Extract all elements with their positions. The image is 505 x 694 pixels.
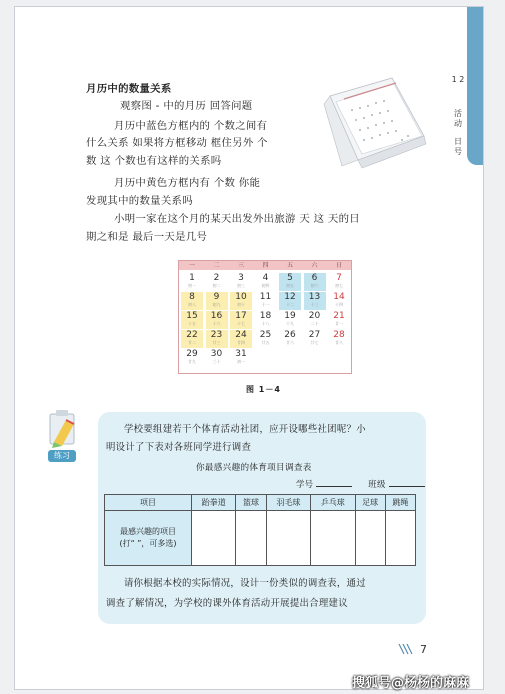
calendar-lunar-date: 二十 bbox=[310, 321, 319, 326]
calendar-day bbox=[181, 273, 203, 291]
weekday-label: 六 bbox=[311, 262, 318, 269]
weekday-label: 一 bbox=[188, 262, 195, 269]
calendar-day bbox=[206, 292, 228, 310]
calendar-day bbox=[181, 349, 203, 367]
survey-answer-cell[interactable] bbox=[355, 511, 385, 566]
calendar-day-number: 28 bbox=[333, 330, 345, 340]
calendar-lunar-date: 初五 bbox=[286, 283, 294, 288]
calendar-day bbox=[255, 273, 277, 291]
calendar-day bbox=[181, 311, 203, 329]
question-1-line-2: 什么关系 如果将方框移动 框住另外 个 bbox=[86, 137, 268, 149]
chapter-day-label: 日号 bbox=[454, 137, 462, 156]
survey-id-fields bbox=[296, 478, 425, 490]
calendar-lunar-date: 初十 bbox=[237, 302, 245, 307]
calendar-day bbox=[279, 292, 301, 310]
calendar-day-number: 24 bbox=[235, 330, 247, 340]
question-3-line-1: 小明一家在这个月的某天出发外出旅游 天 这 天的日 bbox=[114, 213, 360, 225]
practice-intro-line-1: 学校要组建若干个体育活动社团，应开设哪些社团呢？小 bbox=[124, 424, 366, 435]
calendar-day-number: 31 bbox=[235, 349, 247, 359]
survey-table bbox=[104, 494, 416, 566]
survey-answer-cell[interactable] bbox=[236, 511, 266, 566]
calendar-lunar-date: 十六 bbox=[212, 321, 221, 326]
calendar-day-number: 11 bbox=[259, 292, 272, 302]
calendar-day-number: 13 bbox=[308, 292, 321, 302]
calendar-lunar-date: 廿一 bbox=[335, 321, 343, 326]
calendar-lunar-date: 十七 bbox=[237, 321, 245, 326]
calendar-day bbox=[304, 330, 326, 348]
survey-header-cell: 跆拳道 bbox=[192, 495, 236, 511]
figure-caption: 图 1－4 bbox=[246, 385, 281, 394]
calendar-day bbox=[206, 273, 228, 291]
calendar-day bbox=[304, 273, 326, 291]
calendar-day bbox=[255, 292, 277, 310]
weekday-label: 三 bbox=[237, 262, 244, 269]
calendar-day-number: 26 bbox=[284, 330, 296, 340]
class-blank bbox=[389, 478, 425, 487]
calendar-day-number: 7 bbox=[336, 273, 342, 283]
question-2-line-1: 月历中黄色方框内有 个数 你能 bbox=[114, 177, 261, 189]
question-1-line-1: 月历中蓝色方框内的 个数之间有 bbox=[114, 120, 268, 132]
practice-pencil-icon bbox=[46, 406, 80, 456]
survey-answer-cell[interactable] bbox=[192, 511, 236, 566]
calendar-lunar-date: 初四 bbox=[261, 283, 270, 288]
calendar-day-number: 20 bbox=[308, 311, 321, 321]
calendar-lunar-date: 廿三 bbox=[212, 340, 221, 345]
calendar-lunar-date: 廿八 bbox=[335, 340, 343, 345]
calendar-day-number: 18 bbox=[259, 311, 272, 321]
calendar-lunar-date: 初七 bbox=[335, 283, 343, 288]
calendar-day-number: 22 bbox=[186, 330, 198, 340]
calendar-day bbox=[279, 311, 301, 329]
student-number-blank bbox=[316, 478, 352, 487]
calendar-day bbox=[230, 273, 252, 291]
calendar-lunar-date: 十九 bbox=[286, 321, 294, 326]
calendar-day-number: 6 bbox=[311, 273, 318, 283]
calendar-day-number: 8 bbox=[189, 292, 195, 302]
month-calendar bbox=[178, 260, 352, 374]
question-3-line-2: 期之和是 最后一天是几号 bbox=[86, 231, 208, 243]
survey-header-row bbox=[105, 495, 416, 511]
calendar-day-number: 12 bbox=[284, 292, 296, 302]
calendar-lunar-date: 初一 bbox=[188, 283, 196, 288]
survey-title: 你最感兴趣的体育项目调查表 bbox=[196, 463, 312, 473]
calendar-day bbox=[279, 273, 301, 291]
watermark-text: 搜狐号@杨杨的麻麻 bbox=[352, 676, 470, 691]
desk-calendar-illustration bbox=[322, 74, 432, 174]
question-intro: 观察图 - 中的月历 回答问题 bbox=[120, 100, 253, 112]
calendar-day bbox=[230, 292, 252, 310]
calendar-day bbox=[328, 330, 350, 348]
calendar-day-number: 9 bbox=[213, 292, 220, 302]
survey-answer-cell[interactable] bbox=[311, 511, 355, 566]
weekday-label: 日 bbox=[335, 262, 342, 269]
calendar-day-number: 16 bbox=[210, 311, 223, 321]
calendar-day-number: 21 bbox=[333, 311, 345, 321]
practice-outro-line-1: 请你根据本校的实际情况，设计一份类似的调查表，通过 bbox=[124, 578, 366, 589]
question-2-line-2: 发现其中的数量关系吗 bbox=[86, 195, 193, 207]
calendar-day bbox=[304, 311, 326, 329]
page-number: 7 bbox=[420, 643, 427, 656]
practice-label: 练习 bbox=[48, 450, 76, 462]
survey-row-label-line-2: (打“ ”，可多选) bbox=[119, 539, 177, 548]
calendar-day-number: 17 bbox=[235, 311, 247, 321]
calendar-day-number: 2 bbox=[213, 273, 220, 283]
calendar-day-number: 19 bbox=[284, 311, 296, 321]
calendar-day bbox=[304, 292, 326, 310]
calendar-lunar-date: 初九 bbox=[212, 302, 221, 307]
calendar-day-number: 14 bbox=[333, 292, 345, 302]
calendar-day-number: 30 bbox=[210, 349, 223, 359]
calendar-lunar-date: 十五 bbox=[188, 321, 196, 326]
calendar-lunar-date: 初二 bbox=[212, 283, 221, 288]
calendar-lunar-date: 初一 bbox=[237, 359, 245, 364]
survey-header-cell: 羽毛球 bbox=[266, 495, 310, 511]
page-number-hatch-icon bbox=[398, 643, 420, 655]
calendar-day bbox=[206, 311, 228, 329]
survey-answer-row bbox=[105, 511, 416, 566]
calendar-day bbox=[206, 349, 228, 367]
calendar-day bbox=[230, 349, 252, 367]
calendar-day bbox=[328, 292, 350, 310]
calendar-lunar-date: 十二 bbox=[286, 302, 294, 307]
calendar-day-number: 27 bbox=[308, 330, 321, 340]
calendar-day-number: 29 bbox=[186, 349, 198, 359]
survey-header-cell: 跳绳 bbox=[385, 495, 415, 511]
survey-row-label bbox=[105, 511, 192, 566]
question-1-line-3: 数 这 个数也有这样的关系吗 bbox=[86, 155, 222, 167]
weekday-label: 二 bbox=[213, 262, 220, 269]
calendar-lunar-date: 廿七 bbox=[310, 340, 319, 345]
survey-row-label-line-1: 最感兴趣的项目 bbox=[120, 527, 176, 536]
calendar-day bbox=[181, 292, 203, 310]
survey-header-cell: 足球 bbox=[355, 495, 385, 511]
survey-answer-cell[interactable] bbox=[385, 511, 415, 566]
survey-answer-cell[interactable] bbox=[266, 511, 310, 566]
calendar-day-number: 4 bbox=[262, 273, 269, 283]
calendar-day bbox=[328, 273, 350, 291]
calendar-lunar-date: 十八 bbox=[261, 321, 270, 326]
calendar-lunar-date: 廿六 bbox=[286, 340, 294, 345]
calendar-day-number: 10 bbox=[235, 292, 247, 302]
calendar-day bbox=[230, 311, 252, 329]
calendar-lunar-date: 十三 bbox=[310, 302, 319, 307]
weekday-label: 四 bbox=[262, 262, 269, 269]
chapter-number: 1 2 bbox=[451, 75, 465, 84]
practice-intro-line-2: 明设计了下表对各班同学进行调查 bbox=[106, 442, 252, 453]
weekday-label: 五 bbox=[286, 262, 293, 269]
calendar-day-number: 5 bbox=[287, 273, 293, 283]
calendar-day bbox=[255, 330, 277, 348]
calendar-day-number: 3 bbox=[238, 273, 244, 283]
survey-header-cell: 项目 bbox=[105, 495, 192, 511]
survey-header-cell: 篮球 bbox=[236, 495, 266, 511]
calendar-day bbox=[255, 311, 277, 329]
chapter-tab bbox=[467, 7, 483, 165]
calendar-weekday-header bbox=[179, 261, 351, 270]
practice-outro-line-2: 调查了解情况，为学校的课外体育活动开展提出合理建议 bbox=[106, 598, 348, 609]
calendar-lunar-date: 初三 bbox=[237, 283, 245, 288]
calendar-lunar-date: 十四 bbox=[335, 302, 343, 307]
student-number-label: 学号 bbox=[296, 479, 314, 489]
calendar-day bbox=[230, 330, 252, 348]
chapter-sidebar bbox=[451, 75, 465, 181]
survey-header-cell: 乒乓球 bbox=[311, 495, 355, 511]
calendar-lunar-date: 廿二 bbox=[188, 340, 196, 345]
calendar-day bbox=[206, 330, 228, 348]
calendar-lunar-date: 廿九 bbox=[188, 359, 196, 364]
calendar-day-number: 23 bbox=[210, 330, 223, 340]
chapter-activity-label: 活动 bbox=[454, 109, 462, 128]
calendar-day bbox=[328, 311, 350, 329]
calendar-day-number: 15 bbox=[186, 311, 198, 321]
class-label: 班级 bbox=[368, 479, 386, 489]
calendar-lunar-date: 三十 bbox=[212, 359, 221, 364]
calendar-day-number: 25 bbox=[259, 330, 272, 340]
calendar-day bbox=[279, 330, 301, 348]
calendar-lunar-date: 初六 bbox=[310, 283, 319, 288]
section-heading: 月历中的数量关系 bbox=[86, 83, 172, 95]
calendar-day-number: 1 bbox=[189, 273, 195, 283]
calendar-lunar-date: 廿五 bbox=[261, 340, 270, 345]
calendar-lunar-date: 十一 bbox=[261, 302, 270, 307]
calendar-lunar-date: 廿四 bbox=[237, 340, 245, 345]
calendar-lunar-date: 初八 bbox=[188, 302, 196, 307]
calendar-day bbox=[181, 330, 203, 348]
